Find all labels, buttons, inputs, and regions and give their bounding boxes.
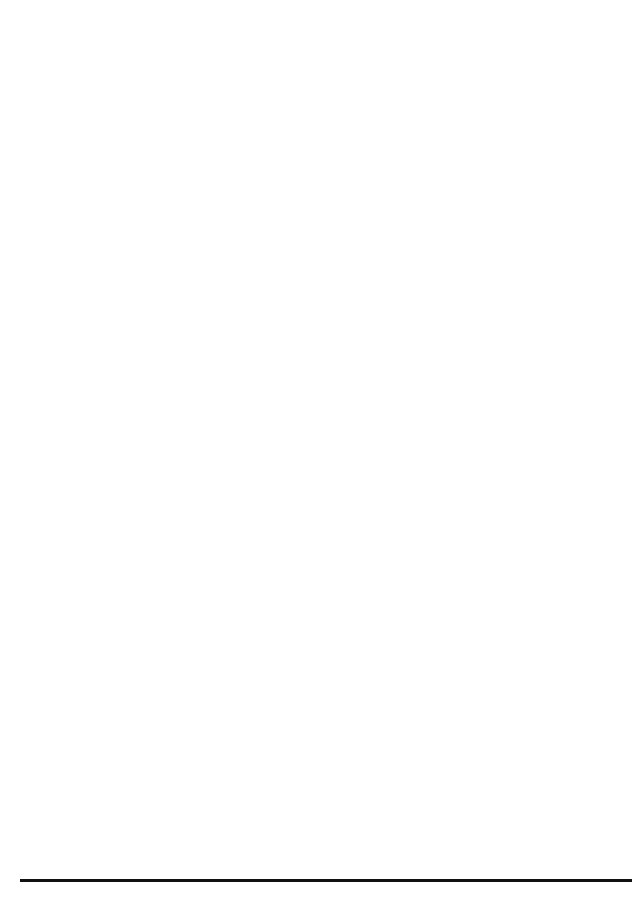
footer-rule — [20, 879, 632, 882]
